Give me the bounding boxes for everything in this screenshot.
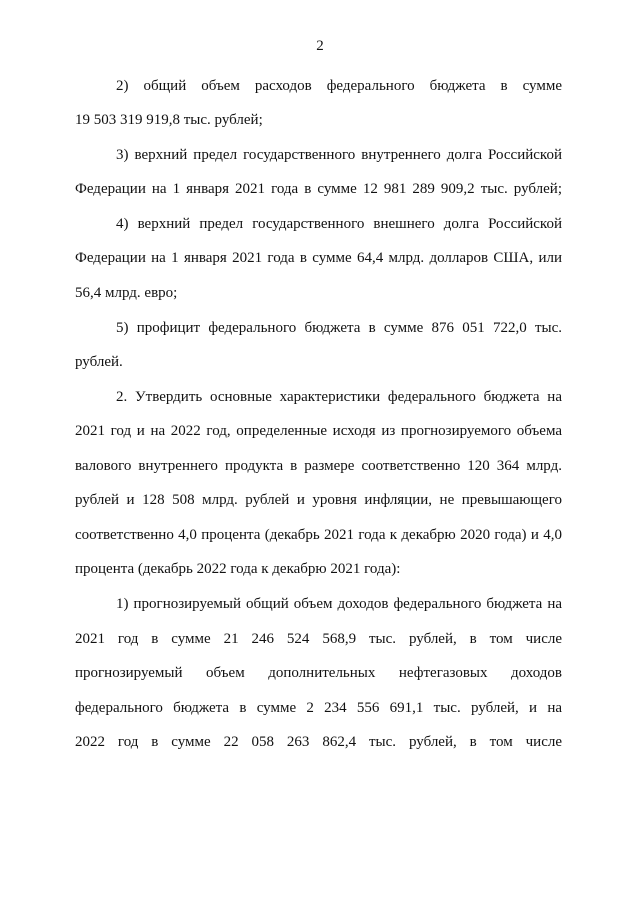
text-line: Федерации на 1 января 2021 года в сумме 12 981 289 909,2 тыс. рублей;: [75, 181, 562, 197]
text-line: 4) верхний предел государственного внешнего долга Российской: [116, 216, 562, 232]
text-line: валового внутреннего продукта в размере соответственно 120 364 млрд.: [75, 458, 562, 474]
text-line: 2022 год в сумме 22 058 263 862,4 тыс. рублей, в том числе: [75, 734, 562, 750]
text-line: Федерации на 1 января 2021 года в сумме 64,4 млрд. долларов США, или: [75, 250, 562, 266]
text-line: 19 503 319 919,8 тыс. рублей;: [75, 112, 263, 128]
text-line: 2021 год в сумме 21 246 524 568,9 тыс. рублей, в том числе: [75, 631, 562, 647]
page-number: 2: [316, 38, 324, 54]
text-line: рублей.: [75, 354, 123, 370]
text-line: 2) общий объем расходов федерального бюджета в сумме: [116, 78, 562, 94]
text-line: 2. Утвердить основные характеристики федерального бюджета на: [116, 389, 562, 405]
text-line: 1) прогнозируемый общий объем доходов федерального бюджета на: [116, 596, 562, 612]
text-line: 2021 год и на 2022 год, определенные исходя из прогнозируемого объема: [75, 423, 562, 439]
text-line: процента (декабрь 2022 года к декабрю 2021 года):: [75, 561, 401, 577]
text-line: рублей и 128 508 млрд. рублей и уровня инфляции, не превышающего: [75, 492, 562, 508]
text-line: 5) профицит федерального бюджета в сумме 876 051 722,0 тыс.: [116, 320, 562, 336]
text-line: 3) верхний предел государственного внутреннего долга Российской: [116, 147, 562, 163]
text-line: соответственно 4,0 процента (декабрь 2021 года к декабрю 2020 года) и 4,0: [75, 527, 562, 543]
text-line: прогнозируемый объем дополнительных нефтегазовых доходов: [75, 665, 562, 681]
text-line: 56,4 млрд. евро;: [75, 285, 178, 301]
text-line: федерального бюджета в сумме 2 234 556 691,1 тыс. рублей, и на: [75, 700, 562, 716]
